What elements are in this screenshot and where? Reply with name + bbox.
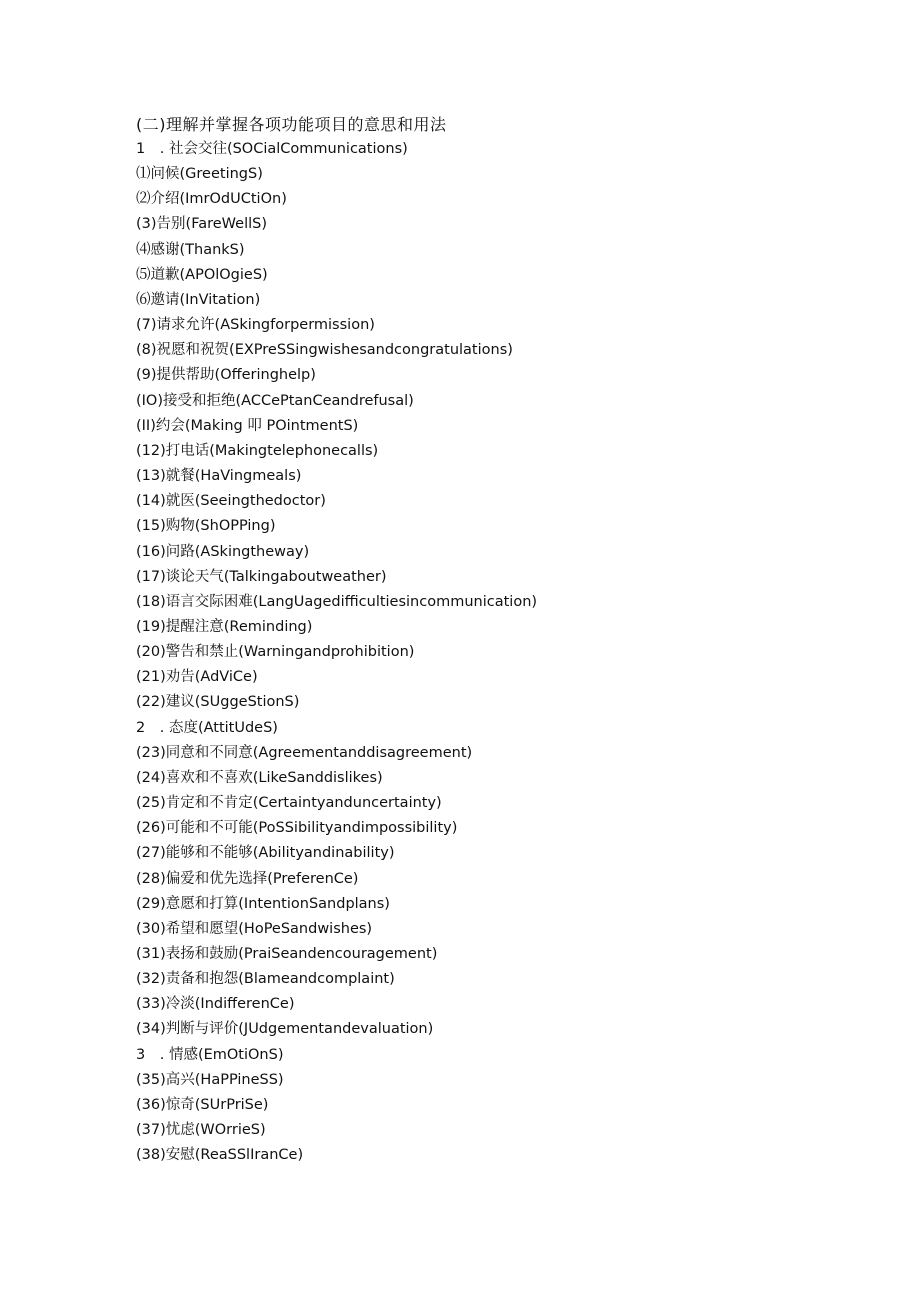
- list-item: ⑴问候(GreetingS): [136, 166, 263, 183]
- list-item: (29)意愿和打算(IntentionSandplans): [136, 895, 390, 912]
- list-item: (24)喜欢和不喜欢(LikeSanddislikes): [136, 769, 383, 786]
- list-item: ⑵介绍(ImrOdUCtiOn): [136, 191, 287, 208]
- list-item: (8)祝愿和祝贺(EXPreSSingwishesandcongratulations): [136, 342, 513, 359]
- function-item-list: [136, 137, 876, 1168]
- document-body: [136, 112, 876, 1168]
- list-item: (15)购物(ShOPPing): [136, 518, 276, 535]
- list-item: (21)劝告(AdViCe): [136, 669, 258, 686]
- list-item: (13)就餐(HaVingmeals): [136, 468, 302, 485]
- list-item: (26)可能和不可能(PoSSibilityandimpossibility): [136, 820, 458, 837]
- list-item: (38)安慰(ReaSSlIranCe): [136, 1147, 304, 1164]
- list-item: (IO)接受和拒绝(ACCePtanCeandrefusal): [136, 392, 414, 409]
- list-item: (28)偏爱和优先选择(PreferenCe): [136, 870, 359, 887]
- list-item: (37)忧虑(WOrrieS): [136, 1122, 266, 1139]
- list-item: (30)希望和愿望(HoPeSandwishes): [136, 920, 373, 937]
- list-item: (18)语言交际困难(LangUagedifficultiesincommunication): [136, 593, 538, 610]
- section-heading: (二)理解并掌握各项功能项目的意思和用法: [136, 115, 447, 134]
- list-item: (19)提醒注意(Reminding): [136, 618, 313, 635]
- list-item: (35)高兴(HaPPineSS): [136, 1071, 284, 1088]
- list-item: (12)打电话(Makingtelephonecalls): [136, 442, 379, 459]
- list-item: ⑸道歉(APOlOgieS): [136, 266, 268, 283]
- list-item: (9)提供帮助(Offeringhelp): [136, 367, 316, 384]
- list-item: 3 . 情感(EmOtiOnS): [136, 1046, 284, 1063]
- list-item: (36)惊奇(SUrPriSe): [136, 1096, 269, 1113]
- list-item: (34)判断与评价(JUdgementandevaluation): [136, 1021, 434, 1038]
- list-item: (3)告别(FareWellS): [136, 216, 267, 233]
- list-item: (32)责备和抱怨(Blameandcomplaint): [136, 971, 395, 988]
- list-item: (31)表扬和鼓励(PraiSeandencouragement): [136, 946, 438, 962]
- list-item: (17)谈论天气(Talkingaboutweather): [136, 568, 387, 585]
- list-item: 1 . 社会交往(SOCialCommunications): [136, 141, 408, 157]
- list-item: (23)同意和不同意(Agreementanddisagreement): [136, 744, 473, 761]
- list-item: (14)就医(Seeingthedoctor): [136, 493, 326, 510]
- list-item: (II)约会(Making 叩 POintmentS): [136, 417, 359, 434]
- list-item: (16)问路(ASkingtheway): [136, 543, 310, 560]
- list-item: (25)肯定和不肯定(Certaintyanduncertainty): [136, 795, 442, 812]
- list-item: (22)建议(SUggeStionS): [136, 694, 300, 711]
- list-item: 2 . 态度(AttitUdeS): [136, 719, 278, 736]
- list-item: (33)冷淡(IndifferenCe): [136, 996, 295, 1013]
- list-item: ⑷感谢(ThankS): [136, 241, 245, 258]
- list-item: (20)警告和禁止(Warningandprohibition): [136, 644, 415, 661]
- list-item: ⑹邀请(InVitation): [136, 291, 261, 308]
- list-item: (27)能够和不能够(Abilityandinability): [136, 845, 395, 862]
- list-item: (7)请求允许(ASkingforpermission): [136, 317, 375, 334]
